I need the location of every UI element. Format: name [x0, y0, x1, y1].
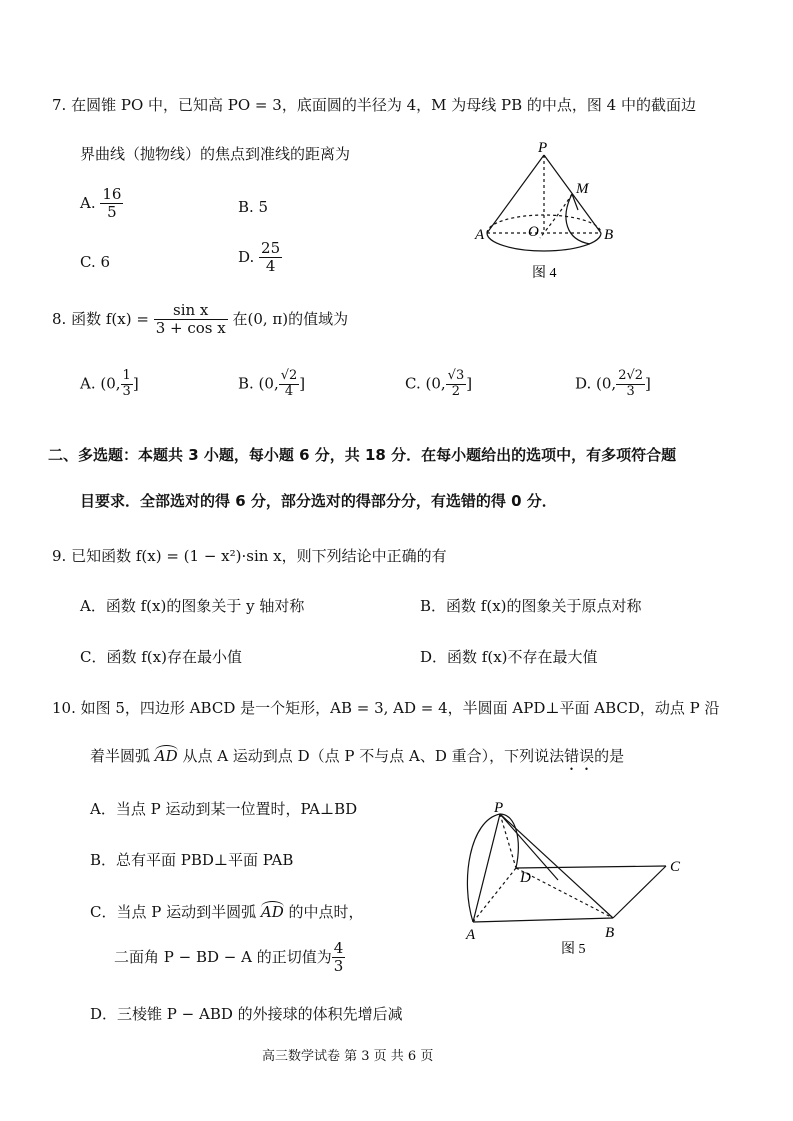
- option-text: B. (0,: [238, 374, 279, 393]
- frac-den: 4: [265, 257, 276, 276]
- q10-text: 的中点时，: [288, 903, 364, 921]
- arc-ad: AD: [154, 747, 178, 765]
- fig4-label-m: M: [576, 181, 589, 197]
- figure-4-cone: [470, 140, 620, 285]
- fig4-caption: 图 4: [532, 266, 557, 281]
- frac-den: 3: [122, 383, 131, 399]
- q10-text: 着半圆弧: [90, 747, 151, 765]
- q9-option-a: A．函数 f(x)的图象关于 y 轴对称: [80, 597, 305, 615]
- q9-option-b: B．函数 f(x)的图象关于原点对称: [420, 597, 642, 615]
- fig4-label-p: P: [538, 140, 548, 156]
- frac-num: √3: [447, 368, 465, 383]
- fig4-label-a: A: [475, 227, 485, 243]
- bracket: ]: [132, 374, 139, 393]
- frac-num: 25: [261, 239, 281, 257]
- fig5-caption: 图 5: [561, 942, 586, 957]
- q10-text: 二面角 P − BD − A 的正切值为: [114, 947, 332, 966]
- figure-5-solid: [458, 800, 693, 960]
- bracket: ]: [466, 374, 473, 393]
- option-label: A.: [80, 193, 96, 212]
- bracket: ]: [299, 374, 306, 393]
- q10-line2: [90, 745, 624, 774]
- page-footer: 高三数学试卷 第 3 页 共 6 页: [262, 1049, 434, 1064]
- fig5-label-c: C: [670, 859, 681, 875]
- section-2-line1: 二、多选题：本题共 3 小题，每小题 6 分，共 18 分．在每小题给出的选项中，有多项符合题: [48, 446, 677, 464]
- q7-line1: 7. 在圆锥 PO 中，已知高 PO = 3，底面圆的半径为 4，M 为母线 PB 的中点，图 4 中的截面边: [52, 96, 696, 114]
- frac-num: 4: [333, 939, 344, 957]
- frac-den: 3: [626, 383, 635, 399]
- q8-option-b: [238, 369, 305, 400]
- q10-option-d: D．三棱锥 P − ABD 的外接球的体积先增后减: [90, 1005, 403, 1023]
- frac-num: sin x: [154, 302, 228, 320]
- fig5-label-a: A: [466, 927, 476, 943]
- option-text: D. (0,: [575, 374, 617, 393]
- fig5-label-p: P: [494, 800, 504, 816]
- q7-line2: 界曲线（抛物线）的焦点到准线的距离为: [80, 145, 351, 163]
- frac-num: √2: [280, 368, 298, 383]
- option-text: A. (0,: [80, 374, 121, 393]
- bracket: ]: [645, 374, 651, 393]
- q10-option-b: B．总有平面 PBD⊥平面 PAB: [90, 851, 294, 869]
- q7-option-a: [80, 186, 123, 222]
- fig4-label-o: O: [528, 224, 539, 240]
- frac-den: 3 + cos x: [155, 319, 226, 338]
- fig5-label-d: D: [520, 870, 531, 886]
- frac-den: 4: [284, 383, 294, 399]
- frac-den: 2: [451, 383, 461, 399]
- q8-stem: [52, 302, 348, 338]
- q8-suffix: 在(0, π)的值域为: [232, 309, 349, 328]
- q10-text: 从点 A 运动到点 D（点 P 不与点 A、D 重合），下列说法: [182, 747, 565, 765]
- q8-option-d: [575, 369, 651, 400]
- section-2-line2: 目要求．全部选对的得 6 分，部分选对的得部分分，有选错的得 0 分．: [80, 492, 557, 510]
- arc-ad: AD: [260, 903, 284, 921]
- q10-option-a: A．当点 P 运动到某一位置时，PA⊥BD: [90, 800, 358, 818]
- frac-den: 3: [333, 957, 344, 976]
- option-text: C. (0,: [405, 374, 446, 393]
- q8-prefix: 8. 函数 f(x) =: [52, 309, 149, 328]
- q10-option-c: [90, 901, 364, 922]
- q9-stem: 9. 已知函数 f(x) = (1 − x²)·sin x，则下列结论中正确的有: [52, 547, 447, 565]
- frac-num: 1: [122, 368, 131, 383]
- fig4-label-b: B: [604, 227, 614, 243]
- frac-num: 2√2: [618, 368, 644, 383]
- q8-option-a: [80, 369, 139, 400]
- q7-option-d: [238, 240, 282, 276]
- q10-emphasis: 错误: [564, 747, 595, 765]
- q10-option-c-line2: [114, 940, 345, 976]
- q10-text: C．当点 P 运动到半圆弧: [90, 903, 257, 921]
- option-label: D.: [238, 247, 255, 266]
- q9-option-d: D．函数 f(x)不存在最大值: [420, 648, 598, 666]
- frac-den: 5: [107, 203, 117, 222]
- q8-option-c: [405, 369, 472, 400]
- q9-option-c: C．函数 f(x)存在最小值: [80, 648, 242, 666]
- q10-line1: 10. 如图 5，四边形 ABCD 是一个矩形，AB = 3, AD = 4，半圆面 APD⊥平面 ABCD，动点 P 沿: [52, 699, 720, 717]
- frac-num: 16: [102, 185, 122, 203]
- q7-option-c: C. 6: [80, 253, 111, 271]
- q7-option-b: B. 5: [238, 198, 269, 216]
- q10-text: 的是: [594, 747, 625, 765]
- fig5-label-b: B: [605, 925, 615, 941]
